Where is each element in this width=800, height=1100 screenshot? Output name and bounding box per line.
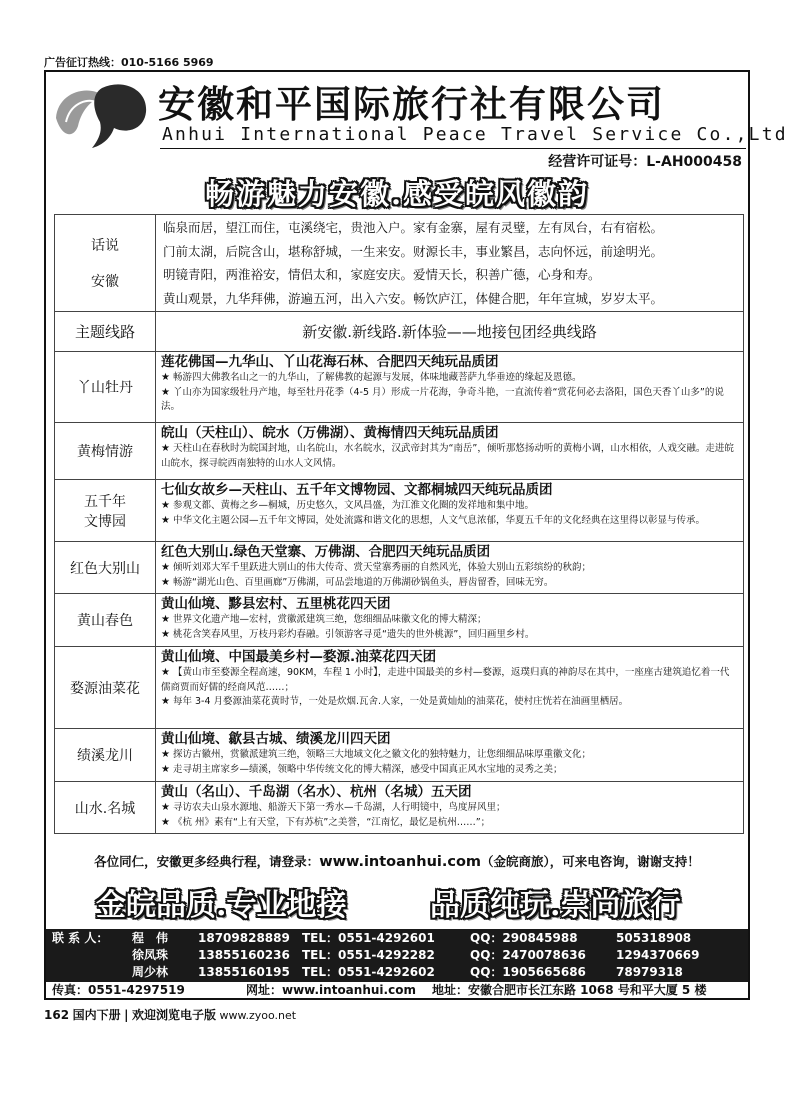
route-bullet: ★ 桃花含笑春风里，万枝丹彩灼春融。引领游客寻觅“遗失的世外桃源”，回归画里乡村。 [161, 628, 535, 640]
route-row [55, 782, 744, 834]
route-bullet: ★ 【黄山市至婺源全程高速，90KM，车程 1 小时】，走进中国最美的乡村—婺源，返璞归真的神韵尽在其中，一座座古建筑追忆着一代儒商贾而好儒的经商风范……； [161, 667, 730, 693]
contact-qq: QQ：290845988 [470, 931, 578, 945]
route-title: 黄山（名山）、千岛湖（名水）、杭州（名城）五天团 [161, 784, 472, 800]
company-name-cn: 安徽和平国际旅行社有限公司 [158, 82, 665, 126]
route-bullet: ★ 《杭 州》素有“上有天堂，下有苏杭”之美誉，“江南忆，最忆是杭州……”； [161, 816, 491, 828]
route-name: 红色大别山 [55, 542, 156, 594]
route-name: 婺源油菜花 [55, 647, 156, 729]
star-icon: ★ [161, 500, 170, 511]
contact-name: 程 伟 [132, 931, 169, 945]
contact-mobile: 13855160195 [198, 965, 290, 979]
route-row [55, 647, 744, 729]
route-row [55, 423, 744, 480]
route-title: 黄山仙境、黟县宏村、五里桃花四天团 [161, 596, 391, 612]
star-icon: ★ [161, 443, 170, 454]
route-bullet: ★ 寻访农夫山泉水源地、船游天下第一秀水—千岛湖，人行明镜中，鸟度屏风里； [161, 802, 506, 813]
route-bullet: ★ 畅游“湖光山色、百里画廊”万佛湖，可品尝地道的万佛湖砂锅鱼头，唇齿留香，回味无穷。 [161, 576, 554, 588]
route-title: 莲花佛国—九华山、丫山花海石林、合肥四天纯玩品质团 [161, 354, 499, 370]
contact-qq2: 505318908 [616, 931, 692, 945]
route-name: 五千年 文博园 [55, 480, 156, 542]
route-detail [156, 480, 744, 542]
page-footer [44, 1006, 296, 1023]
slogan-left: 金皖品质.专业地接 [96, 888, 347, 923]
website-link[interactable]: www.intoanhui.com [319, 854, 482, 870]
fax-row [46, 982, 748, 998]
slogan-right: 品质纯玩.崇尚旅行 [430, 888, 681, 923]
route-name: 绩溪龙川 [55, 729, 156, 782]
route-detail [156, 782, 744, 834]
route-row [55, 729, 744, 782]
headline-slogan: 畅游魅力安徽.感受皖风徽韵 [204, 177, 590, 211]
contact-qq: QQ：2470078636 [470, 948, 586, 962]
route-row [55, 352, 744, 423]
route-bullet: ★ 世界文化遗产地—宏村，赏徽派建筑三绝，您细细品味徽文化的博大精深； [161, 614, 487, 625]
fax-number: 传真：0551-4297519 [52, 983, 185, 997]
star-icon: ★ [161, 372, 170, 383]
star-icon: ★ [161, 562, 170, 573]
contact-tel: TEL：0551-4292601 [302, 931, 435, 945]
route-bullet: ★ 倾听刘邓大军千里跃进大别山的伟大传奇、赏天堂寨秀丽的自然风光，体验大别山五彩缤纷的秋韵； [161, 562, 591, 573]
footer-separator: | [124, 1008, 129, 1022]
company-name-en: Anhui International Peace Travel Service Co.,Ltd [162, 124, 788, 145]
contact-tel: TEL：0551-4292602 [302, 965, 435, 979]
route-detail [156, 542, 744, 594]
route-detail [156, 594, 744, 647]
route-bullet: ★ 每年 3-4 月婺源油菜花黄时节，一处是炊烟.瓦舍.人家，一处是黄灿灿的油菜花，使村庄恍若在油画里栖居。 [161, 696, 629, 707]
route-detail [156, 729, 744, 782]
route-detail [156, 423, 744, 480]
route-bullet: ★ 畅游四大佛教名山之一的九华山，了解佛教的起源与发展，体味地藏菩萨九华垂迹的缘起及恩德。 [161, 372, 582, 383]
contact-qq2: 1294370669 [616, 948, 700, 962]
route-title: 黄山仙境、中国最美乡村—婺源.油菜花四天团 [161, 649, 437, 665]
route-name: 山水.名城 [55, 782, 156, 834]
contact-name: 徐凤珠 [132, 948, 169, 962]
ad-hotline: 广告征订热线：010-5166 5969 [44, 56, 214, 69]
contact-mobile: 13855160236 [198, 948, 290, 962]
theme-row [55, 312, 744, 352]
footer-promo: 欢迎浏览电子版 [131, 1008, 216, 1022]
star-icon: ★ [161, 816, 170, 828]
contact-tel: TEL：0551-4292282 [302, 948, 435, 962]
contact-panel [46, 929, 748, 982]
intro-line: 临泉而居，望江而住，屯溪绕宅，贵池入户。家有金寨，屋有灵璧，左有凤台，右有宿松。 [163, 220, 664, 235]
contact-qq: QQ：1905665686 [470, 965, 586, 979]
license-number: 经营许可证号：L-AH000458 [548, 154, 742, 170]
route-title: 七仙女故乡—天柱山、五千年文博物园、文都桐城四天纯玩品质团 [161, 482, 553, 498]
intro-line: 门前太湖，后院含山，堪称舒城，一生来安。财源长丰，事业繁昌，志向怀远，前途明光。 [163, 243, 664, 259]
star-icon: ★ [161, 514, 170, 526]
intro-line: 黄山观景，九华拜佛，游遍五河，出入六安。畅饮庐江，体健合肥，年年宣城，岁岁太平。 [163, 290, 664, 306]
theme-label: 主题线路 [55, 312, 156, 352]
star-icon: ★ [161, 802, 170, 813]
route-bullet: ★ 丫山亦为国家级牡丹产地，每至牡丹花季（4-5 月）形成一片花海，争奇斗艳，一直流传着“赏花何必去洛阳，国色天香丫山多”的说法。 [161, 386, 724, 412]
website-invitation: 各位同仁，安徽更多经典行程，请登录：www.intoanhui.com（金皖商旅），可来电咨询，谢谢支持！ [94, 854, 700, 870]
star-icon: ★ [161, 576, 170, 588]
route-bullet: ★ 中华文化主题公园—五千年文博园，处处流露和谐文化的思想，人文气息浓郁，华夏五千年的文化经典在这里得以彰显与传承。 [161, 514, 705, 526]
contact-qq2: 78979318 [616, 965, 683, 979]
route-title: 红色大别山.绿色天堂寨、万佛湖、合肥四天纯玩品质团 [161, 544, 491, 560]
logo-icon [52, 78, 150, 150]
theme-title: 新安徽.新线路.新体验——地接包团经典线路 [156, 312, 744, 352]
intro-row [55, 215, 744, 312]
intro-text [156, 215, 744, 312]
route-row [55, 480, 744, 542]
route-name: 黄山春色 [55, 594, 156, 647]
contact-mobile: 18709828889 [198, 931, 290, 945]
route-detail [156, 352, 744, 423]
route-row [55, 594, 744, 647]
star-icon: ★ [161, 696, 170, 707]
intro-line: 明镜青阳，两淮裕安，情侣太和，家庭安庆。爱情天长，积善广德，心身和寿。 [163, 267, 601, 282]
route-bullet: ★ 走寻胡主席家乡—绩溪，领略中华传统文化的博大精深，感受中国真正风水宝地的灵秀之美； [161, 763, 563, 775]
address: 地址：安徽合肥市长江东路 1068 号和平大厦 5 楼 [432, 983, 707, 997]
route-title: 皖山（天柱山）、皖水（万佛湖）、黄梅情四天纯玩品质团 [161, 425, 499, 441]
star-icon: ★ [161, 749, 170, 760]
route-name: 黄梅情游 [55, 423, 156, 480]
route-bullet: ★ 参观文都、黄梅之乡—桐城，历史悠久，文风昌盛，为江淮文化圈的发祥地和集中地。 [161, 500, 534, 511]
contact-label: 联 系 人： [52, 931, 109, 945]
footer-url[interactable]: www.zyoo.net [219, 1009, 297, 1022]
route-row [55, 542, 744, 594]
route-bullet: ★ 天柱山在春秋时为皖国封地，山名皖山，水名皖水，汉武帝封其为“南岳”，倾听那悠扬动听的黄梅小调，山水相依，人戏交融。走进皖山皖水，探寻皖西南独特的山水人文风情。 [161, 443, 734, 469]
contact-name: 周少林 [132, 965, 169, 979]
route-detail [156, 647, 744, 729]
route-bullet: ★ 探访古徽州，赏徽派建筑三绝，领略三大地域文化之徽文化的独特魅力，让您细细品味厚重徽文化； [161, 749, 591, 760]
star-icon: ★ [161, 614, 170, 625]
star-icon: ★ [161, 763, 170, 775]
website-url[interactable]: 网址：www.intoanhui.com [246, 983, 416, 997]
intro-label: 话说 安徽 [55, 215, 156, 312]
route-title: 黄山仙境、歙县古城、绩溪龙川四天团 [161, 731, 391, 747]
header-divider [160, 148, 746, 149]
route-table [54, 214, 744, 834]
star-icon: ★ [161, 667, 170, 678]
page-number: 162 [44, 1008, 70, 1022]
star-icon: ★ [161, 628, 170, 640]
star-icon: ★ [161, 386, 170, 398]
route-name: 丫山牡丹 [55, 352, 156, 423]
section-name: 国内下册 [72, 1008, 121, 1022]
